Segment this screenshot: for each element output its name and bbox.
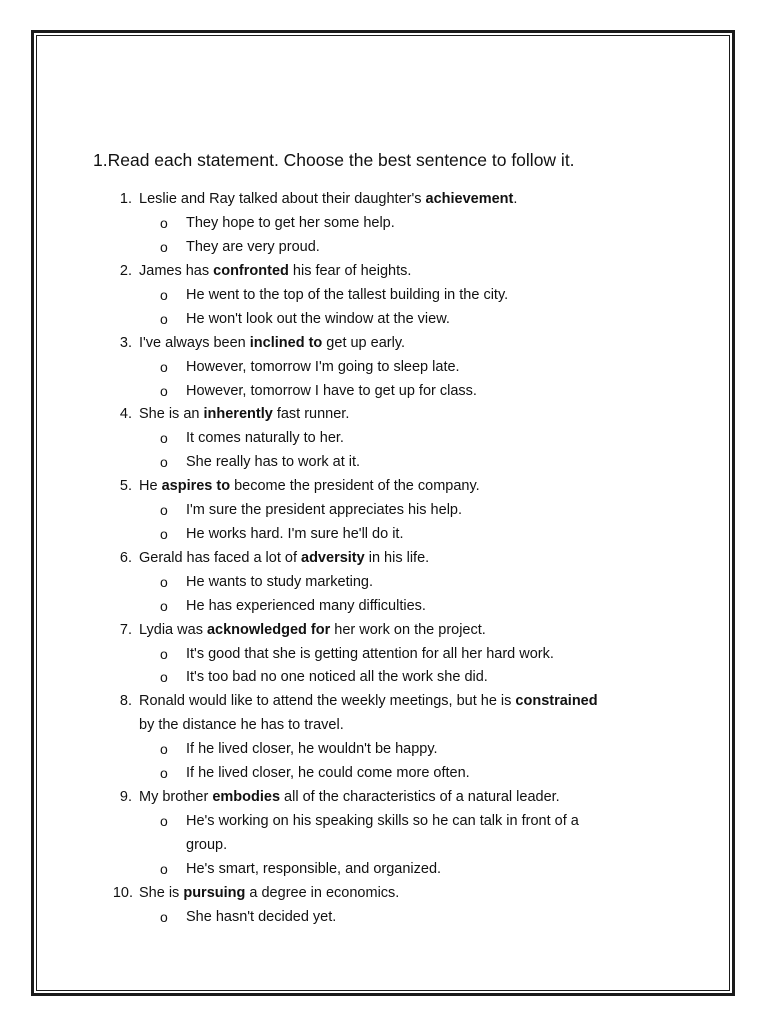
question-number: 3. bbox=[119, 335, 132, 351]
question-text: Ronald would like to attend the weekly meetings, but he is constrained bbox=[139, 693, 598, 709]
question-text: Lydia was acknowledged for her work on the project. bbox=[139, 622, 486, 638]
question-text-continuation: by the distance he has to travel. bbox=[139, 717, 344, 733]
vocab-word: pursuing bbox=[183, 885, 246, 901]
bullet-icon: o bbox=[160, 311, 168, 327]
question-text: Gerald has faced a lot of adversity in his life. bbox=[139, 550, 430, 566]
bullet-icon: o bbox=[160, 861, 168, 877]
question-text: She is pursuing a degree in economics. bbox=[139, 885, 400, 901]
bullet-icon: o bbox=[160, 598, 168, 614]
vocab-word: embodies bbox=[212, 789, 281, 805]
question-number: 2. bbox=[119, 263, 132, 279]
bullet-icon: o bbox=[160, 574, 168, 590]
question-number: 4. bbox=[119, 406, 132, 422]
bullet-icon: o bbox=[160, 502, 168, 518]
question-text: Leslie and Ray talked about their daughter's achievement. bbox=[139, 191, 518, 207]
question-text: I've always been inclined to get up early. bbox=[139, 335, 406, 351]
question-number: 7. bbox=[119, 622, 132, 638]
bullet-icon: o bbox=[160, 287, 168, 303]
bullet-icon: o bbox=[160, 454, 168, 470]
bullet-icon: o bbox=[160, 383, 168, 399]
vocab-word: confronted bbox=[213, 263, 289, 279]
vocab-word: acknowledged for bbox=[206, 622, 331, 638]
exercise-heading: 1.Read each statement. Choose the best sentence to follow it. bbox=[93, 150, 575, 170]
question-number: 9. bbox=[119, 789, 132, 805]
vocab-word: aspires to bbox=[161, 478, 231, 494]
question-number: 1. bbox=[119, 191, 132, 207]
vocab-word: adversity bbox=[301, 550, 365, 566]
vocab-word: constrained bbox=[515, 693, 598, 709]
question-number: 8. bbox=[119, 693, 132, 709]
bullet-icon: o bbox=[160, 741, 168, 757]
bullet-icon: o bbox=[160, 215, 168, 231]
question-text: He aspires to become the president of the company. bbox=[139, 478, 480, 494]
bullet-icon: o bbox=[160, 669, 168, 685]
bullet-icon: o bbox=[160, 909, 168, 925]
question-text: She is an inherently fast runner. bbox=[139, 406, 350, 422]
bullet-icon: o bbox=[160, 430, 168, 446]
vocab-word: inclined to bbox=[249, 335, 323, 351]
question-number: 10. bbox=[112, 885, 133, 901]
vocab-word: inherently bbox=[203, 406, 273, 422]
bullet-icon: o bbox=[160, 526, 168, 542]
bullet-icon: o bbox=[160, 239, 168, 255]
question-number: 5. bbox=[119, 478, 132, 494]
question-text: James has confronted his fear of heights. bbox=[139, 263, 412, 279]
bullet-icon: o bbox=[160, 765, 168, 781]
bullet-icon: o bbox=[160, 813, 168, 829]
question-text: My brother embodies all of the characteristics of a natural leader. bbox=[139, 789, 560, 805]
bullet-icon: o bbox=[160, 359, 168, 375]
question-number: 6. bbox=[119, 550, 132, 566]
vocab-word: achievement bbox=[425, 191, 514, 207]
bullet-icon: o bbox=[160, 646, 168, 662]
